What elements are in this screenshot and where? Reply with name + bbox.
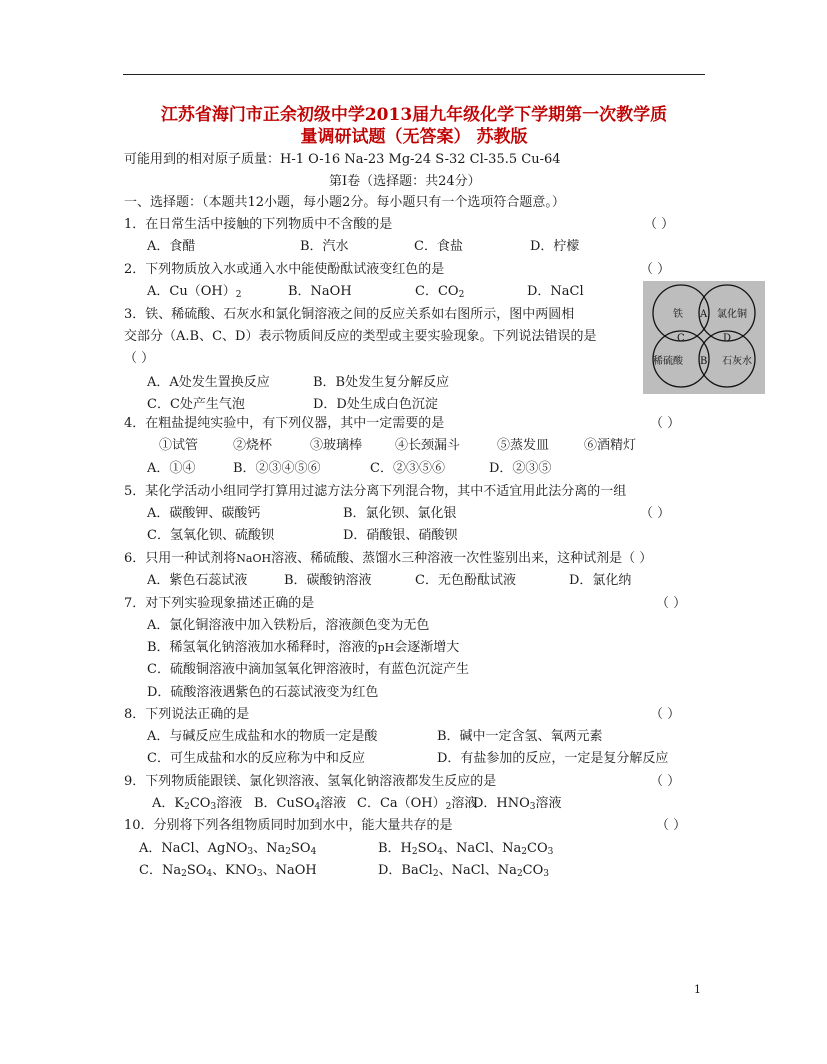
q6-stem-post: 溶液、稀硫酸、蒸馏水三种溶液一次性鉴别出来，这种试剂是（ ） xyxy=(271,551,653,566)
q10-option-b xyxy=(378,840,553,861)
q10-c-4: 4 xyxy=(206,869,213,879)
q3-option-c: C．C处产生气泡 xyxy=(147,397,245,412)
q4-option-a: A．①④ xyxy=(147,461,196,476)
label-copper-chloride: 氯化铜 xyxy=(717,309,747,320)
q10-a-2: 3 xyxy=(247,847,254,857)
q3-stem-1: 3．铁、稀硫酸、石灰水和氯化铜溶液之间的反应关系如右图所示，图中两圆相 xyxy=(124,307,575,322)
q8-stem: 8．下列说法正确的是 xyxy=(124,707,250,722)
q10-b-6: 2 xyxy=(521,847,528,857)
q7-option-a: A．氯化铜溶液中加入铁粉后，溶液颜色变为无色 xyxy=(147,618,430,633)
q6-option-a: A．紫色石蕊试液 xyxy=(147,573,248,588)
q10-c-6: 3 xyxy=(256,869,263,879)
q2-c-sub: 2 xyxy=(458,290,465,300)
q6-stem-naoh: NaOH xyxy=(236,552,272,565)
q10-b-3: SO xyxy=(417,841,438,856)
q8-option-a: A．与碱反应生成盐和水的物质一定是酸 xyxy=(147,729,378,744)
q3-option-d: D．D处生成白色沉淀 xyxy=(313,397,438,412)
label-dilute-sulfuric: 稀硫酸 xyxy=(653,356,683,367)
q10-d-4: 2 xyxy=(516,869,523,879)
q2-option-a xyxy=(147,283,241,304)
q10-answer-paren: （ ） xyxy=(656,818,687,833)
q7-option-b xyxy=(147,639,459,657)
q2-a-sub: 2 xyxy=(235,290,242,300)
q10-option-d xyxy=(378,862,549,883)
q10-d-3: 、NaCl、Na xyxy=(438,863,517,878)
q8-answer-paren: （ ） xyxy=(650,707,681,722)
q7-stem: 7．对下列实验现象描述正确的是 xyxy=(124,596,315,611)
q10-a-1: A．NaCl、AgNO xyxy=(139,841,248,856)
q9-a-3: 溶液 xyxy=(216,796,243,811)
q10-option-c xyxy=(139,862,317,883)
q8-option-b: B．碱中一定含氢、氧两元素 xyxy=(437,729,603,744)
q10-stem: 10．分别将下列各组物质同时加到水中，能大量共存的是 xyxy=(124,818,453,833)
q9-b-2: 溶液 xyxy=(320,796,347,811)
q9-option-a xyxy=(152,795,242,816)
q10-a-5: SO xyxy=(290,841,311,856)
q10-a-4: 2 xyxy=(285,847,291,857)
q6-option-b: B．碳酸钠溶液 xyxy=(284,573,372,588)
q4-stem: 4．在粗盐提纯实验中，有下列仪器，其中一定需要的是 xyxy=(124,416,445,431)
label-region-c: C xyxy=(677,333,685,344)
q7-b-pre: B．稀氢氧化钠溶液加水稀释时，溶液的 xyxy=(147,640,378,655)
title-line-2: 量调研试题（无答案） 苏教版 xyxy=(300,127,528,147)
q10-a-6: 4 xyxy=(310,847,317,857)
q4-item-3: ③玻璃棒 xyxy=(310,438,363,453)
header-rule xyxy=(123,74,705,75)
q3-stem-2: 交部分（A.B、C、D）表示物质间反应的类型或主要实验现象。下列说法错误的是 xyxy=(124,329,597,344)
q7-b-ph: pH xyxy=(377,641,395,654)
q9-c-sub: 2 xyxy=(445,802,452,812)
q9-option-d xyxy=(473,795,562,816)
q4-option-d: D．②③⑤ xyxy=(489,461,552,476)
q9-c-2: 溶液 xyxy=(451,796,478,811)
q1-option-b: B．汽水 xyxy=(300,239,349,254)
q2-option-c xyxy=(415,283,464,304)
q10-c-2: 2 xyxy=(181,869,187,879)
q1-stem: 1．在日常生活中接触的下列物质中不含酸的是 xyxy=(124,217,393,232)
q10-c-7: 、NaOH xyxy=(262,863,317,878)
q10-c-5: 、KNO xyxy=(212,863,257,878)
q1-option-d: D．柠檬 xyxy=(530,239,580,254)
q9-b-sub: 4 xyxy=(314,802,321,812)
page-number: 1 xyxy=(694,983,701,996)
q9-answer-paren: （ ） xyxy=(650,774,681,789)
q6-stem xyxy=(124,550,652,568)
q6-option-d: D．氯化纳 xyxy=(569,573,632,588)
q9-option-c xyxy=(357,795,477,816)
q1-option-a: A．食醋 xyxy=(147,239,196,254)
q2-stem: 2．下列物质放入水或通入水中能使酚酞试液变红色的是 xyxy=(124,262,445,277)
q9-a-1: A．K xyxy=(152,796,185,811)
label-iron: 铁 xyxy=(673,309,683,320)
q10-b-7: CO xyxy=(527,841,548,856)
q10-d-6: 3 xyxy=(543,869,550,879)
q7-option-c: C．硫酸铜溶液中滴加氢氧化钾溶液时，有蓝色沉淀产生 xyxy=(147,662,469,677)
q6-option-c: C．无色酚酞试液 xyxy=(415,573,516,588)
q2-c-text: C．CO xyxy=(415,284,459,299)
q4-answer-paren: （ ） xyxy=(650,416,681,431)
q5-stem: 5．某化学活动小组同学打算用过滤方法分离下列混合物，其中不适宜用此法分离的一组 xyxy=(124,484,627,499)
q10-c-1: C．Na xyxy=(139,863,182,878)
q5-option-b: B．氯化钡、氯化银 xyxy=(343,506,457,521)
label-region-a: A xyxy=(700,309,708,320)
reaction-venn-diagram xyxy=(643,281,765,394)
q4-option-c: C．②③⑤⑥ xyxy=(370,461,445,476)
label-region-d: D xyxy=(723,333,732,344)
q10-b-5: 、NaCl、Na xyxy=(442,841,522,856)
q1-answer-paren: （ ） xyxy=(644,217,675,232)
q2-option-b: B．NaOH xyxy=(288,284,352,299)
label-limewater: 石灰水 xyxy=(722,356,752,367)
q10-b-1: B．H xyxy=(378,841,412,856)
q9-stem: 9．下列物质能跟镁、氯化钡溶液、氢氧化钠溶液都发生反应的是 xyxy=(124,774,497,789)
q9-d-sub: 3 xyxy=(529,802,536,812)
q3-option-a: A．A处发生置换反应 xyxy=(147,375,270,390)
q10-d-5: CO xyxy=(522,863,544,878)
q8-option-c: C．可生成盐和水的反应称为中和反应 xyxy=(147,751,365,766)
q7-option-d: D．硫酸溶液遇紫色的石蕊试液变为红色 xyxy=(147,685,379,700)
q5-option-d: D．硝酸银、硝酸钡 xyxy=(343,528,458,543)
q2-option-d: D．NaCl xyxy=(527,284,584,299)
q9-a-sub2: 3 xyxy=(210,802,217,812)
q2-a-text: A．Cu（OH） xyxy=(147,284,236,299)
q4-item-5: ⑤蒸发皿 xyxy=(497,438,550,453)
q9-a-2: CO xyxy=(189,796,211,811)
q3-stem-3: （ ） xyxy=(124,351,155,366)
q3-option-b: B．B处发生复分解反应 xyxy=(313,375,450,390)
q9-a-sub1: 2 xyxy=(184,802,190,812)
q9-c-1: C．Ca（OH） xyxy=(357,796,446,811)
q10-b-8: 3 xyxy=(547,847,554,857)
q9-option-b xyxy=(254,795,346,816)
q1-option-c: C．食盐 xyxy=(414,239,463,254)
q4-item-4: ④长颈漏斗 xyxy=(395,438,461,453)
q5-option-a: A．碳酸钾、碳酸钙 xyxy=(147,506,261,521)
q10-b-4: 4 xyxy=(437,847,443,857)
q10-option-a xyxy=(139,840,316,861)
q9-d-1: D．HNO xyxy=(473,796,530,811)
q8-option-d: D．有盐参加的反应，一定是复分解反应 xyxy=(437,751,669,766)
q7-answer-paren: （ ） xyxy=(656,596,687,611)
q5-answer-paren: （ ） xyxy=(640,506,671,521)
q4-item-6: ⑥酒精灯 xyxy=(584,438,637,453)
section-title: 第Ⅰ卷（选择题：共24分） xyxy=(329,174,481,189)
q10-d-2: 2 xyxy=(432,869,439,879)
label-region-b: B xyxy=(700,356,708,367)
q10-b-2: 2 xyxy=(411,847,418,857)
q9-b-1: B．CuSO xyxy=(254,796,315,811)
q5-option-c: C．氢氧化钡、硫酸钡 xyxy=(147,528,274,543)
q6-stem-pre: 6．只用一种试剂将 xyxy=(124,551,237,566)
q4-item-1: ①试管 xyxy=(159,438,199,453)
q2-answer-paren: （ ） xyxy=(640,262,671,277)
q10-a-3: 、Na xyxy=(253,841,286,856)
q9-d-2: 溶液 xyxy=(535,796,562,811)
title-line-1: 江苏省海门市正余初级中学2013届九年级化学下学期第一次教学质 xyxy=(160,105,668,125)
atomic-masses: 可能用到的相对原子质量：H-1 O-16 Na-23 Mg-24 S-32 Cl-35.5 Cu-64 xyxy=(124,152,561,167)
q4-option-b: B．②③④⑤⑥ xyxy=(233,461,321,476)
instructions: 一、选择题：（本题共12小题，每小题2分。每小题只有一个选项符合题意。） xyxy=(124,195,565,210)
q10-d-1: D．BaCl xyxy=(378,863,433,878)
q4-item-2: ②烧杯 xyxy=(233,438,273,453)
q7-b-post: 会逐渐增大 xyxy=(394,640,460,655)
q10-c-3: SO xyxy=(186,863,207,878)
